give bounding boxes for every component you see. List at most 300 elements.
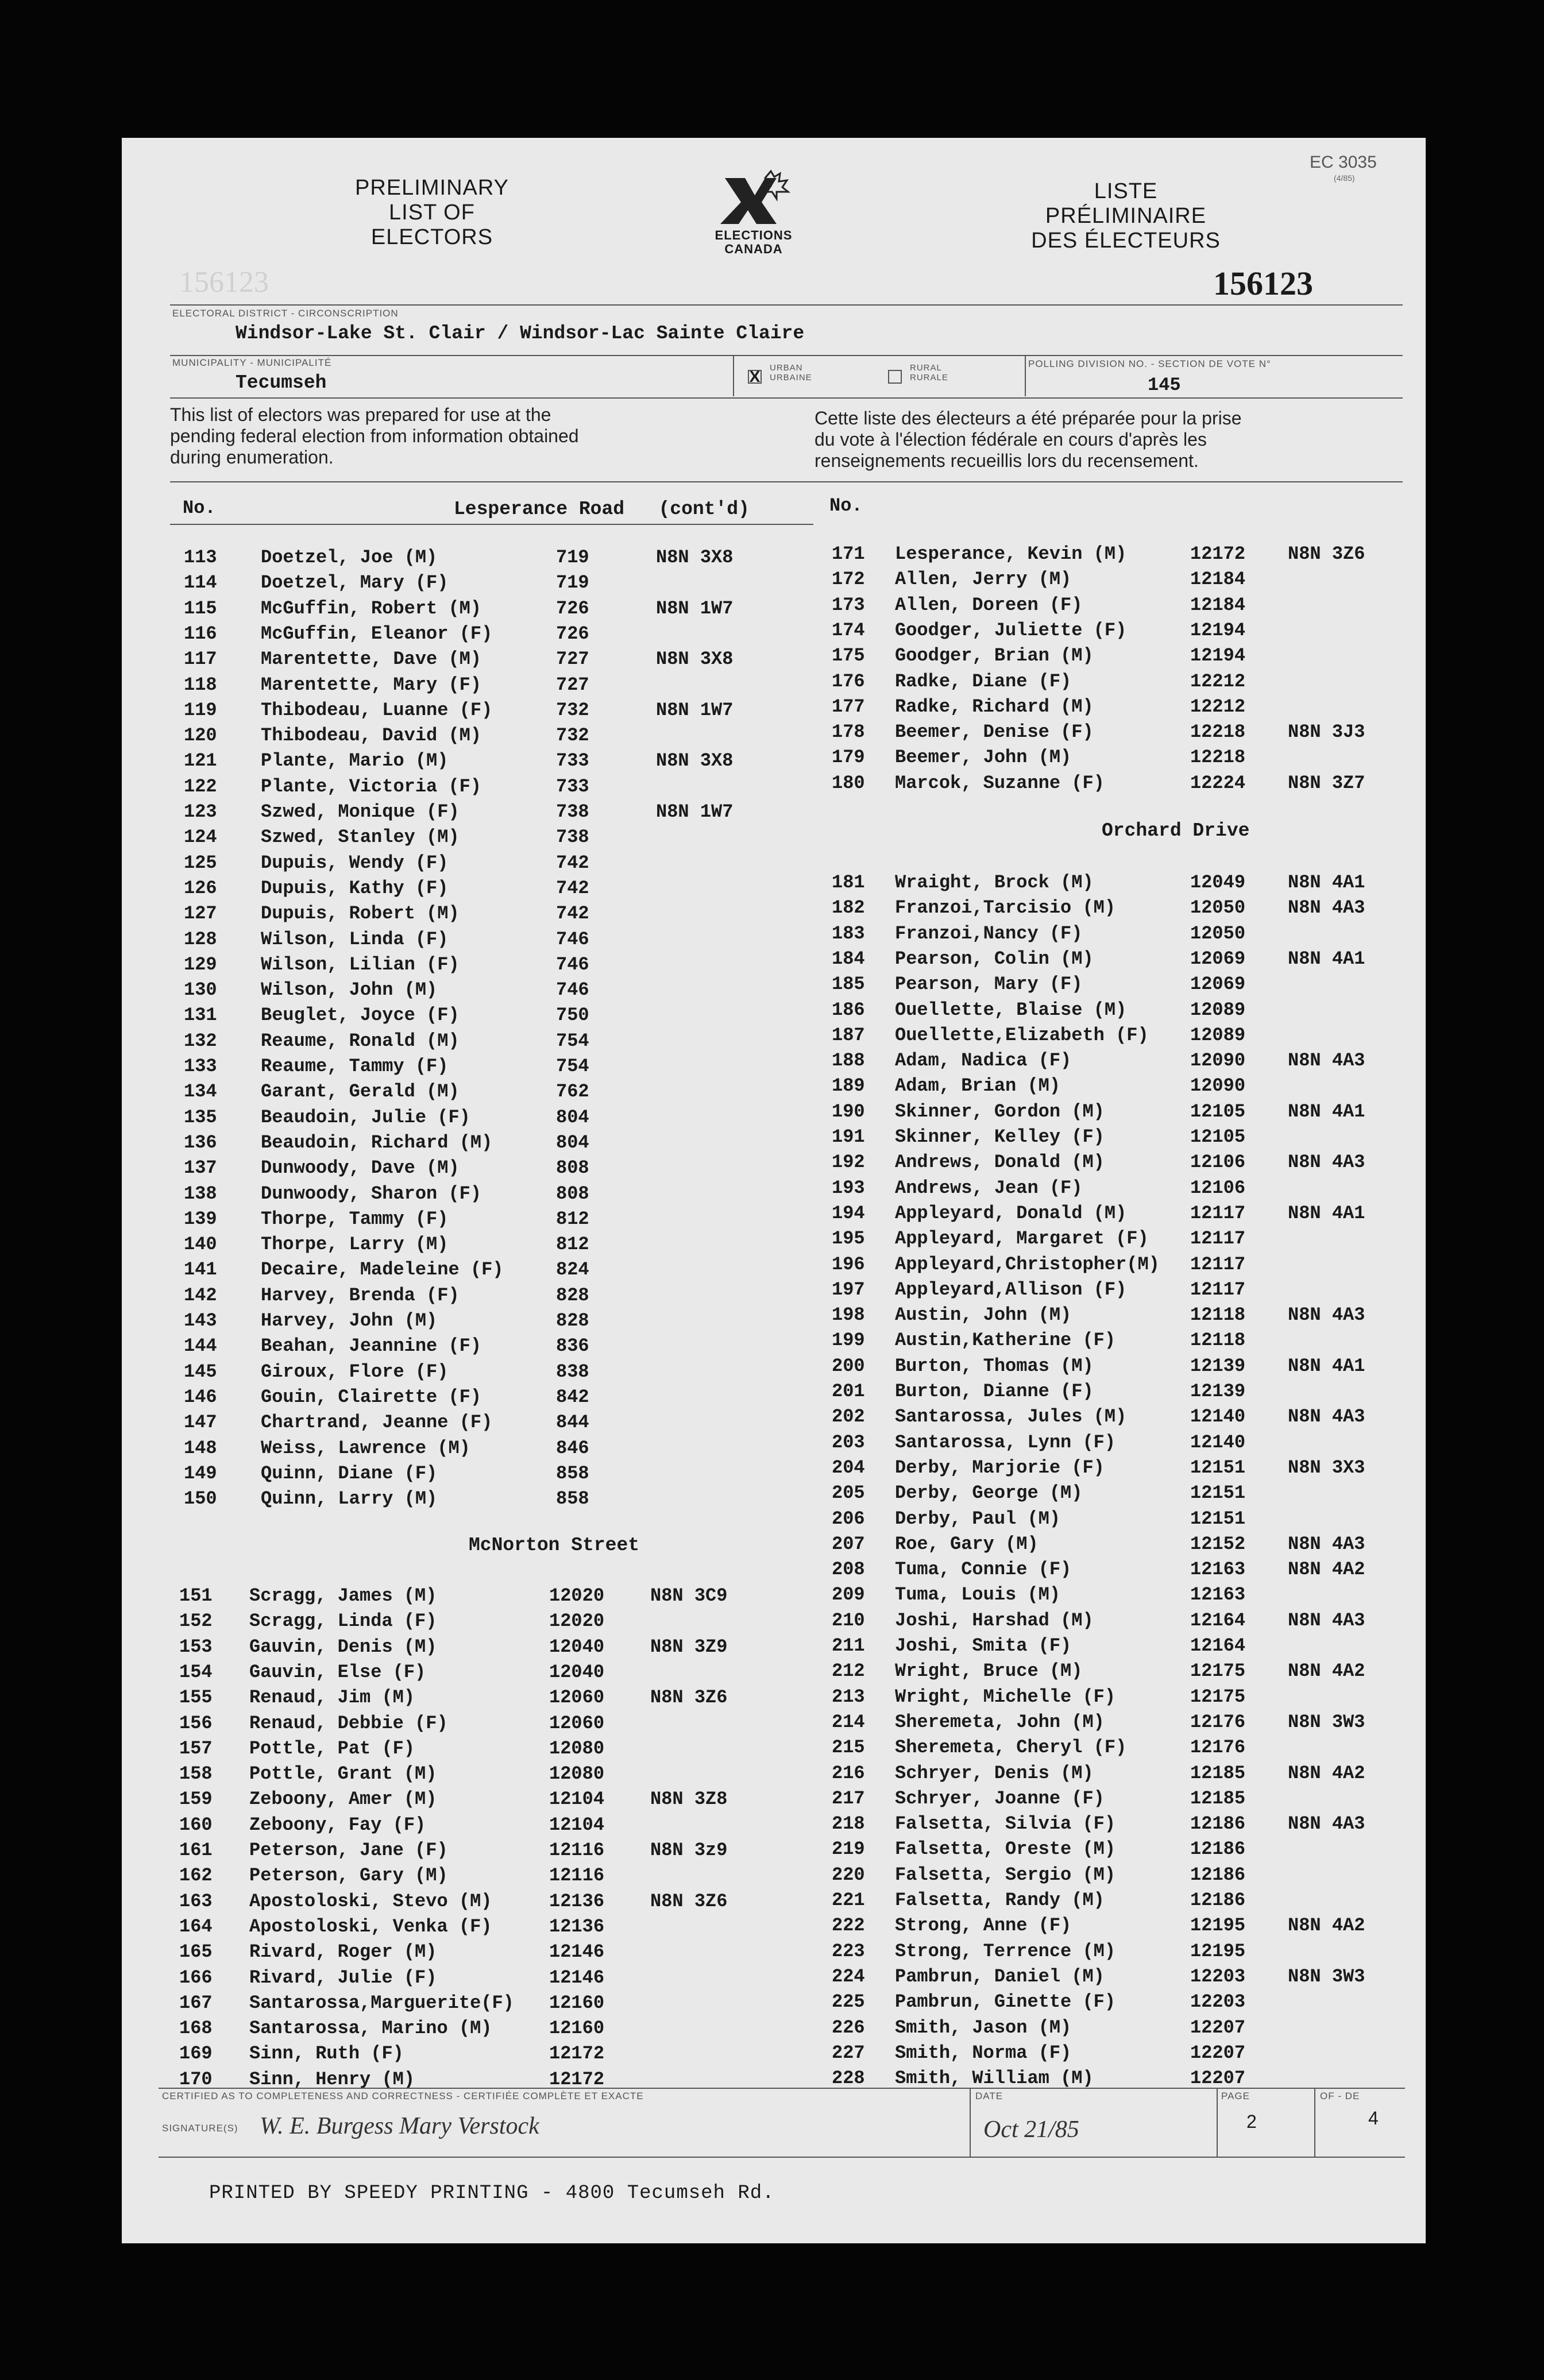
elector-postal-code: N8N 4A2 <box>1288 1762 1365 1784</box>
elector-number: 192 <box>832 1152 865 1173</box>
elector-number: 218 <box>832 1813 865 1835</box>
elector-address: 836 <box>556 1335 589 1357</box>
elector-address: 12106 <box>1190 1177 1246 1199</box>
elector-number: 167 <box>179 1992 213 2014</box>
elector-name: Apostoloski, Venka (F) <box>249 1915 492 1937</box>
left-column-no-header: No. <box>183 497 216 519</box>
elector-name: Renaud, Jim (M) <box>249 1687 415 1709</box>
elector-number: 161 <box>179 1840 213 1861</box>
elector-number: 159 <box>179 1788 213 1810</box>
elector-number: 116 <box>184 623 217 644</box>
elector-name: Strong, Terrence (M) <box>895 1940 1116 1962</box>
elector-name: Andrews, Jean (F) <box>895 1177 1083 1199</box>
elector-address: 12104 <box>549 1814 605 1836</box>
elector-address: 12060 <box>549 1712 605 1734</box>
elector-number: 149 <box>184 1462 217 1484</box>
elector-address: 754 <box>556 1056 589 1077</box>
elector-number: 194 <box>832 1202 865 1224</box>
rural-label-fr: RURALE <box>910 373 948 382</box>
rural-checkbox[interactable] <box>888 370 902 384</box>
elector-name: Allen, Jerry (M) <box>895 569 1072 590</box>
elector-number: 114 <box>184 572 217 594</box>
elector-name: Santarossa, Lynn (F) <box>895 1431 1116 1453</box>
elector-name: Szwed, Stanley (M) <box>261 826 460 848</box>
divider <box>170 304 1403 306</box>
elector-address: 12139 <box>1190 1381 1246 1402</box>
elector-number: 153 <box>179 1636 213 1658</box>
elector-name: Pottle, Grant (M) <box>249 1763 437 1785</box>
page-total: 4 <box>1368 2108 1379 2128</box>
elector-name: Wilson, Lilian (F) <box>261 953 460 975</box>
elector-address: 844 <box>556 1412 589 1434</box>
elector-address: 12118 <box>1190 1304 1246 1326</box>
elector-number: 225 <box>832 1991 865 2013</box>
elector-number: 131 <box>184 1004 217 1026</box>
elector-postal-code: N8N 4A2 <box>1288 1660 1365 1682</box>
certified-label: CERTIFIED AS TO COMPLETENESS AND CORRECTNESS - CERTIFIÉE COMPLÈTE ET EXACTE <box>162 2091 644 2101</box>
elector-address: 12195 <box>1190 1915 1246 1937</box>
elections-canada-x-maple-icon <box>690 167 817 230</box>
elector-number: 224 <box>832 1965 865 1987</box>
elector-name: Smith, Norma (F) <box>895 2042 1072 2064</box>
elector-postal-code: N8N 3Z7 <box>1288 772 1365 794</box>
elector-address: 12151 <box>1190 1508 1246 1529</box>
divider <box>1314 2088 1315 2157</box>
elector-number: 188 <box>832 1050 865 1072</box>
elector-address: 12116 <box>549 1865 605 1887</box>
elector-number: 197 <box>832 1278 865 1300</box>
elector-name: Beemer, John (M) <box>895 747 1072 768</box>
elector-name: Chartrand, Jeanne (F) <box>261 1412 493 1434</box>
elector-address: 12090 <box>1190 1075 1246 1097</box>
ghost-document-number: 156123 <box>179 266 269 299</box>
elector-name: Roe, Gary (M) <box>895 1533 1039 1555</box>
elector-address: 12185 <box>1190 1762 1246 1784</box>
elector-name: Dupuis, Kathy (F) <box>261 877 449 899</box>
elector-postal-code: N8N 4A1 <box>1288 872 1365 893</box>
elector-postal-code: N8N 4A3 <box>1288 1304 1365 1326</box>
elector-name: Wilson, Linda (F) <box>261 928 449 950</box>
elector-postal-code: N8N 4A1 <box>1288 1100 1365 1122</box>
elector-name: Reaume, Tammy (F) <box>261 1056 449 1077</box>
elector-address: 12069 <box>1190 973 1246 995</box>
intro-fr-line-3: renseignements recueillis lors du recensement. <box>815 450 1199 471</box>
elector-number: 143 <box>184 1310 217 1331</box>
elector-name: Rivard, Roger (M) <box>249 1941 437 1963</box>
elector-address: 12160 <box>549 1992 605 2014</box>
elector-name: Adam, Nadica (F) <box>895 1050 1072 1072</box>
elector-name: Derby, George (M) <box>895 1482 1083 1504</box>
signatures-handwritten: W. E. Burgess Mary Verstock <box>260 2113 539 2139</box>
elector-number: 166 <box>179 1966 213 1988</box>
elector-name: Scragg, Linda (F) <box>249 1610 437 1632</box>
elector-number: 187 <box>832 1024 865 1046</box>
elector-name: Thorpe, Larry (M) <box>261 1234 449 1255</box>
elector-number: 180 <box>832 772 865 794</box>
elector-address: 12080 <box>549 1763 605 1785</box>
elector-address: 12136 <box>549 1890 605 1912</box>
district-value: Windsor-Lake St. Clair / Windsor-Lac Sainte Claire <box>236 323 805 344</box>
elector-name: Santarossa,Marguerite(F) <box>249 1992 514 2014</box>
elector-number: 170 <box>179 2068 213 2090</box>
date-handwritten: Oct 21/85 <box>983 2116 1079 2143</box>
elector-name: Marcok, Suzanne (F) <box>895 772 1105 794</box>
elector-number: 176 <box>832 670 865 692</box>
elector-address: 12186 <box>1190 1864 1246 1886</box>
elector-number: 190 <box>832 1100 865 1122</box>
elector-number: 186 <box>832 999 865 1021</box>
elector-address: 12140 <box>1190 1406 1246 1428</box>
elector-address: 12207 <box>1190 2068 1246 2089</box>
elector-name: Derby, Paul (M) <box>895 1508 1061 1529</box>
elector-name: Zeboony, Fay (F) <box>249 1814 426 1836</box>
elector-number: 208 <box>832 1559 865 1581</box>
elector-name: Pambrun, Ginette (F) <box>895 1991 1116 2013</box>
elector-number: 158 <box>179 1763 213 1785</box>
elector-number: 139 <box>184 1208 217 1230</box>
elector-address: 12105 <box>1190 1126 1246 1148</box>
divider <box>970 2088 971 2157</box>
elector-address: 732 <box>556 699 589 721</box>
elector-address: 12117 <box>1190 1278 1246 1300</box>
elector-number: 148 <box>184 1437 217 1459</box>
elector-number: 155 <box>179 1687 213 1709</box>
intro-french <box>815 408 1412 472</box>
elector-number: 125 <box>184 852 217 874</box>
elector-name: Plante, Victoria (F) <box>261 775 482 797</box>
elector-address: 12090 <box>1190 1050 1246 1072</box>
elector-name: Quinn, Larry (M) <box>261 1488 438 1510</box>
elector-name: Beaudoin, Richard (M) <box>261 1131 493 1153</box>
elector-name: Falsetta, Randy (M) <box>895 1890 1105 1911</box>
elector-address: 12164 <box>1190 1635 1246 1656</box>
elector-address: 12195 <box>1190 1940 1246 1962</box>
elector-number: 137 <box>184 1157 217 1179</box>
elector-name: Dupuis, Robert (M) <box>261 903 460 925</box>
document-number: 156123 <box>1213 265 1313 302</box>
elector-number: 132 <box>184 1030 217 1052</box>
elector-name: Sheremeta, Cheryl (F) <box>895 1737 1127 1759</box>
title-french <box>994 179 1258 253</box>
elector-address: 754 <box>556 1030 589 1052</box>
elector-address: 12140 <box>1190 1431 1246 1453</box>
date-label: DATE <box>975 2091 1003 2101</box>
elector-number: 118 <box>184 674 217 696</box>
elector-name: Pambrun, Daniel (M) <box>895 1965 1105 1987</box>
street-heading-orchard: Orchard Drive <box>1102 820 1250 841</box>
elector-address: 12160 <box>549 2018 605 2039</box>
title-en-line-3: ELECTORS <box>370 225 493 249</box>
elector-name: Radke, Richard (M) <box>895 696 1094 717</box>
elector-number: 130 <box>184 979 217 1001</box>
elector-name: Plante, Mario (M) <box>261 750 449 772</box>
elector-address: 12117 <box>1190 1202 1246 1224</box>
elector-name: Sinn, Henry (M) <box>249 2068 415 2090</box>
elector-address: 733 <box>556 750 589 772</box>
elector-postal-code: N8N 4A1 <box>1288 1202 1365 1224</box>
elector-name: Apostoloski, Stevo (M) <box>249 1890 492 1912</box>
elector-number: 189 <box>832 1075 865 1097</box>
elector-postal-code: N8N 3X8 <box>656 648 734 670</box>
elector-name: Strong, Anne (F) <box>895 1915 1072 1937</box>
elector-name: Wilson, John (M) <box>261 979 438 1001</box>
elector-number: 200 <box>832 1355 865 1377</box>
elector-address: 12040 <box>549 1661 605 1683</box>
elector-postal-code: N8N 1W7 <box>656 597 734 619</box>
signatures-label: SIGNATURE(S) <box>162 2123 238 2134</box>
electors-list-sheet <box>122 138 1426 2243</box>
elector-number: 226 <box>832 2016 865 2038</box>
elector-address: 12106 <box>1190 1152 1246 1173</box>
elector-name: McGuffin, Eleanor (F) <box>261 623 493 644</box>
elector-name: Beaudoin, Julie (F) <box>261 1106 470 1128</box>
divider <box>159 2088 1405 2089</box>
elector-name: Harvey, Brenda (F) <box>261 1284 460 1306</box>
elector-address: 746 <box>556 953 589 975</box>
elector-postal-code: N8N 3W3 <box>1288 1711 1365 1733</box>
elector-number: 141 <box>184 1259 217 1281</box>
elector-name: Garant, Gerald (M) <box>261 1081 460 1103</box>
page-number: 2 <box>1246 2111 1257 2132</box>
elector-name: Schryer, Joanne (F) <box>895 1787 1105 1809</box>
logo-caption-line-2: CANADA <box>724 242 783 256</box>
street-heading-lesperance: Lesperance Road (cont'd) <box>454 499 750 520</box>
elector-number: 156 <box>179 1712 213 1734</box>
elector-number: 177 <box>832 696 865 717</box>
elector-postal-code: N8N 4A3 <box>1288 1609 1365 1631</box>
intro-en-line-2: pending federal election from information obtained <box>170 426 579 446</box>
elector-number: 198 <box>832 1304 865 1326</box>
elector-address: 732 <box>556 725 589 747</box>
elector-name: Austin, John (M) <box>895 1304 1072 1326</box>
elector-name: Pearson, Mary (F) <box>895 973 1083 995</box>
municipality-label: MUNICIPALITY - MUNICIPALITÉ <box>172 357 332 368</box>
elector-number: 216 <box>832 1762 865 1784</box>
elector-address: 12175 <box>1190 1686 1246 1707</box>
elector-address: 762 <box>556 1081 589 1103</box>
elector-postal-code: N8N 3Z6 <box>1288 543 1365 565</box>
elector-name: Andrews, Donald (M) <box>895 1152 1105 1173</box>
elector-address: 812 <box>556 1208 589 1230</box>
elector-number: 134 <box>184 1081 217 1103</box>
elector-number: 203 <box>832 1431 865 1453</box>
elector-address: 742 <box>556 903 589 925</box>
elector-name: Radke, Diane (F) <box>895 670 1072 692</box>
street-heading-mcnorton: McNorton Street <box>469 1535 640 1556</box>
elector-number: 207 <box>832 1533 865 1555</box>
elector-number: 152 <box>179 1610 213 1632</box>
elector-name: Appleyard,Allison (F) <box>895 1278 1127 1300</box>
elector-postal-code: N8N 3Z6 <box>650 1890 728 1912</box>
elector-number: 184 <box>832 948 865 969</box>
elector-name: Derby, Marjorie (F) <box>895 1456 1105 1478</box>
right-column-no-header: No. <box>829 495 863 516</box>
intro-en-line-3: during enumeration. <box>170 447 334 468</box>
elector-postal-code: N8N 4A2 <box>1288 1915 1365 1937</box>
elector-address: 12212 <box>1190 670 1246 692</box>
intro-fr-line-1: Cette liste des électeurs a été préparée pour la prise <box>815 408 1242 428</box>
elector-name: Joshi, Harshad (M) <box>895 1609 1094 1631</box>
elector-name: Doetzel, Joe (M) <box>261 547 438 568</box>
elector-name: Szwed, Monique (F) <box>261 801 460 822</box>
elector-address: 726 <box>556 597 589 619</box>
elector-address: 750 <box>556 1004 589 1026</box>
elector-number: 209 <box>832 1584 865 1606</box>
elector-address: 12184 <box>1190 594 1246 616</box>
elector-name: Gauvin, Denis (M) <box>249 1636 437 1658</box>
elector-address: 12105 <box>1190 1100 1246 1122</box>
divider <box>1217 2088 1218 2157</box>
elector-address: 804 <box>556 1131 589 1153</box>
urban-label <box>770 363 812 382</box>
elector-number: 151 <box>179 1585 213 1606</box>
elector-address: 12194 <box>1190 619 1246 641</box>
elector-name: Weiss, Lawrence (M) <box>261 1437 470 1459</box>
elector-name: Peterson, Gary (M) <box>249 1865 448 1887</box>
elector-number: 124 <box>184 826 217 848</box>
elector-address: 12069 <box>1190 948 1246 969</box>
elector-address: 12218 <box>1190 747 1246 768</box>
elector-number: 204 <box>832 1456 865 1478</box>
elector-address: 727 <box>556 648 589 670</box>
elector-address: 12172 <box>1190 543 1246 565</box>
intro-fr-line-2: du vote à l'élection fédérale en cours d'après les <box>815 429 1207 450</box>
elector-number: 195 <box>832 1228 865 1250</box>
elector-address: 719 <box>556 547 589 568</box>
elector-address: 12224 <box>1190 772 1246 794</box>
elector-address: 746 <box>556 979 589 1001</box>
elector-number: 160 <box>179 1814 213 1836</box>
elector-name: Thibodeau, David (M) <box>261 725 482 747</box>
elector-name: Santarossa, Marino (M) <box>249 2018 492 2039</box>
divider <box>170 355 1403 356</box>
elector-name: Ouellette,Elizabeth (F) <box>895 1024 1149 1046</box>
elector-address: 12175 <box>1190 1660 1246 1682</box>
elector-address: 12146 <box>549 1966 605 1988</box>
elector-number: 185 <box>832 973 865 995</box>
elector-number: 179 <box>832 747 865 768</box>
elector-number: 157 <box>179 1737 213 1759</box>
elector-number: 171 <box>832 543 865 565</box>
elector-postal-code: N8N 4A3 <box>1288 1813 1365 1835</box>
elector-name: Dunwoody, Sharon (F) <box>261 1183 482 1204</box>
elector-number: 113 <box>184 547 217 568</box>
elector-name: Pearson, Colin (M) <box>895 948 1094 969</box>
elector-number: 121 <box>184 750 217 772</box>
elector-name: Giroux, Flore (F) <box>261 1361 449 1382</box>
divider <box>159 2157 1405 2158</box>
elector-address: 733 <box>556 775 589 797</box>
elector-name: Quinn, Diane (F) <box>261 1462 438 1484</box>
elector-number: 135 <box>184 1106 217 1128</box>
elector-postal-code: N8N 3Z9 <box>650 1636 728 1658</box>
elector-number: 136 <box>184 1131 217 1153</box>
elector-number: 115 <box>184 597 217 619</box>
elector-address: 727 <box>556 674 589 696</box>
elector-address: 746 <box>556 928 589 950</box>
elector-number: 227 <box>832 2042 865 2064</box>
elector-number: 165 <box>179 1941 213 1963</box>
elector-name: Goodger, Juliette (F) <box>895 619 1127 641</box>
elector-address: 12164 <box>1190 1609 1246 1631</box>
elector-name: Doetzel, Mary (F) <box>261 572 449 594</box>
elector-address: 812 <box>556 1234 589 1255</box>
elector-number: 211 <box>832 1635 865 1656</box>
elector-number: 220 <box>832 1864 865 1886</box>
elector-address: 738 <box>556 801 589 822</box>
elector-postal-code: N8N 4A3 <box>1288 1152 1365 1173</box>
elector-name: Appleyard, Donald (M) <box>895 1202 1127 1224</box>
elector-number: 129 <box>184 953 217 975</box>
elector-address: 808 <box>556 1157 589 1179</box>
of-label: OF - DE <box>1320 2091 1360 2101</box>
form-code: EC 3035 <box>1310 153 1377 172</box>
elector-postal-code: N8N 4A1 <box>1288 1355 1365 1377</box>
elector-number: 117 <box>184 648 217 670</box>
elector-name: Marentette, Mary (F) <box>261 674 482 696</box>
elector-postal-code: N8N 4A2 <box>1288 1559 1365 1581</box>
elector-postal-code: N8N 3W3 <box>1288 1965 1365 1987</box>
elector-address: 12089 <box>1190 999 1246 1021</box>
elector-address: 12116 <box>549 1840 605 1861</box>
elector-address: 12172 <box>549 2043 605 2065</box>
elector-name: Tuma, Louis (M) <box>895 1584 1061 1606</box>
rural-label <box>910 363 948 382</box>
elector-number: 196 <box>832 1253 865 1275</box>
elector-address: 12040 <box>549 1636 605 1658</box>
elector-address: 12186 <box>1190 1813 1246 1835</box>
elector-postal-code: N8N 4A3 <box>1288 1406 1365 1428</box>
urban-label-en: URBAN <box>770 363 803 373</box>
elector-number: 126 <box>184 877 217 899</box>
urban-checkbox[interactable]: X <box>748 370 762 384</box>
elector-postal-code: N8N 4A3 <box>1288 1050 1365 1072</box>
elector-address: 12218 <box>1190 721 1246 743</box>
elector-postal-code: N8N 3C9 <box>650 1585 728 1606</box>
elector-postal-code: N8N 4A1 <box>1288 948 1365 969</box>
elector-number: 191 <box>832 1126 865 1148</box>
elector-address: 12186 <box>1190 1890 1246 1911</box>
elector-address: 12203 <box>1190 1991 1246 2013</box>
elector-number: 128 <box>184 928 217 950</box>
elector-name: Falsetta, Silvia (F) <box>895 1813 1116 1835</box>
elector-address: 858 <box>556 1462 589 1484</box>
elector-name: Schryer, Denis (M) <box>895 1762 1094 1784</box>
elector-name: Reaume, Ronald (M) <box>261 1030 460 1052</box>
elector-address: 12139 <box>1190 1355 1246 1377</box>
elector-number: 154 <box>179 1661 213 1683</box>
elector-address: 726 <box>556 623 589 644</box>
elector-address: 12184 <box>1190 569 1246 590</box>
municipality-value: Tecumseh <box>236 372 327 393</box>
elector-address: 12172 <box>549 2068 605 2090</box>
elector-postal-code: N8N 1W7 <box>656 801 734 822</box>
elector-address: 12117 <box>1190 1253 1246 1275</box>
elector-name: Beahan, Jeannine (F) <box>261 1335 482 1357</box>
elector-name: Zeboony, Amer (M) <box>249 1788 437 1810</box>
elector-address: 742 <box>556 877 589 899</box>
elector-number: 199 <box>832 1330 865 1351</box>
elector-name: Falsetta, Oreste (M) <box>895 1838 1116 1860</box>
elector-address: 12194 <box>1190 645 1246 667</box>
elector-name: Pottle, Pat (F) <box>249 1737 415 1759</box>
elector-postal-code: N8N 3J3 <box>1288 721 1365 743</box>
elector-address: 828 <box>556 1284 589 1306</box>
elector-address: 12163 <box>1190 1584 1246 1606</box>
elector-number: 183 <box>832 922 865 944</box>
elector-name: McGuffin, Robert (M) <box>261 597 482 619</box>
elector-address: 738 <box>556 826 589 848</box>
